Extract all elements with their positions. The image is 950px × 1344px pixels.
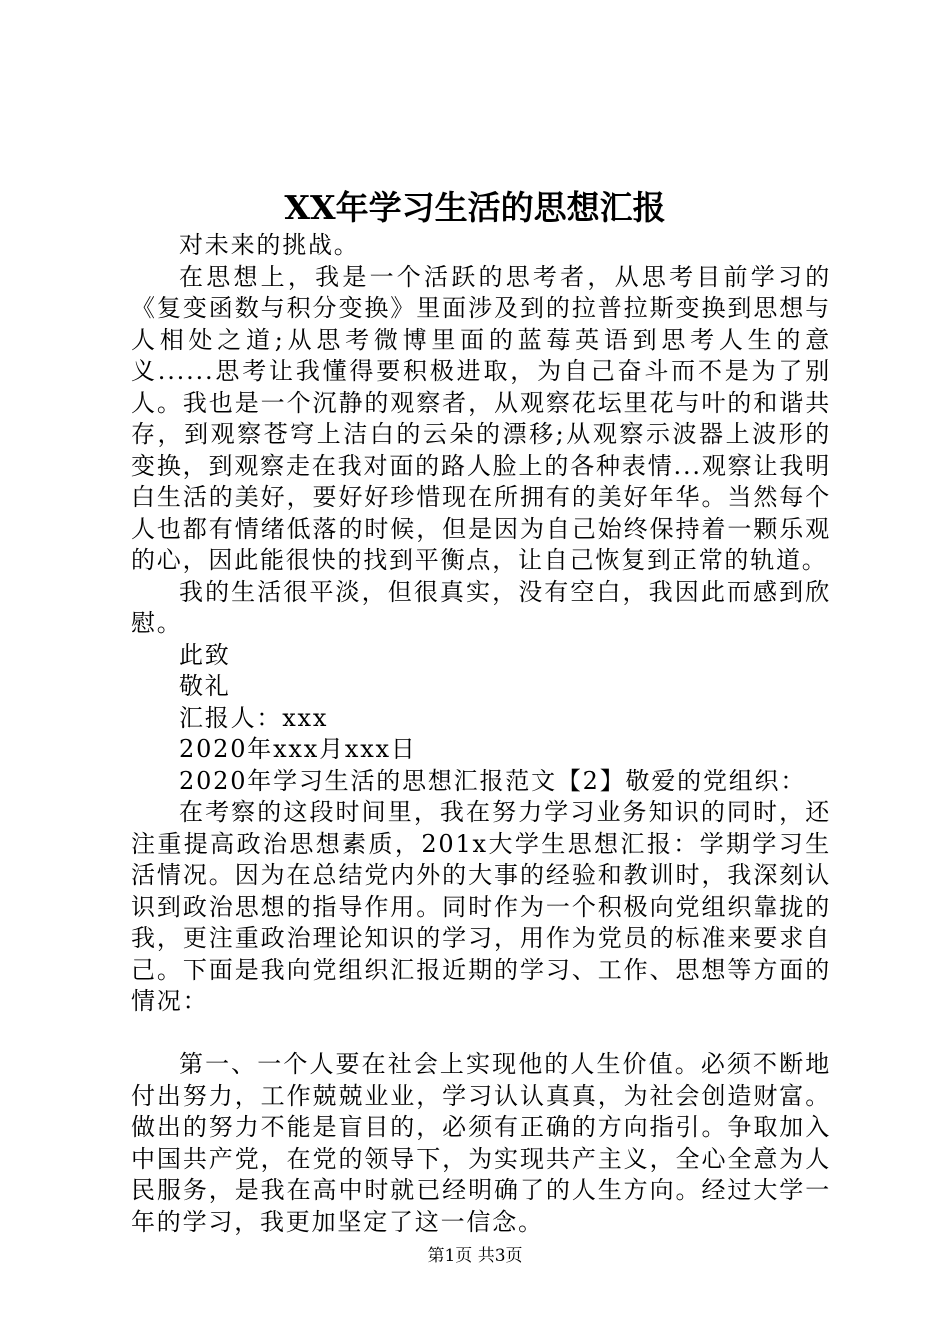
closing-respect: 敬礼	[179, 672, 231, 700]
closing-salutation: 此致	[179, 640, 231, 669]
reporter-line: 汇报人：xxx	[179, 703, 329, 732]
blank-line	[131, 1018, 831, 1050]
sample-heading: 2020年学习生活的思想汇报范文【2】敬爱的党组织：	[179, 766, 807, 795]
document-title: XX年学习生活的思想汇报	[284, 188, 666, 227]
document-body	[131, 230, 831, 1238]
paragraph-thinking: 在思想上，我是一个活跃的思考者，从思考目前学习的《复变函数与积分变换》里面涉及到的拉普拉斯变换到思想与人相处之道;从思考微博里面的蓝莓英语到思考人生的意义......思考让我懂得要积极进取，为自己奋斗而不是为了别人。我也是一个沉静的观察者，从观察花坛里花与叶的和谐共存，到观察苍穹上洁白的云朵的漂移;从观察示波器上波形的变换，到观察走在我对面的路人脸上的各种表情...观察让我明白生活的美好，要好好珍惜现在所拥有的美好年华。当然每个人也都有情绪低落的时候，但是因为自己始终保持着一颗乐观的心，因此能很快的找到平衡点，让自己恢复到正常的轨道。	[131, 262, 831, 574]
paragraph-inspection: 在考察的这段时间里，我在努力学习业务知识的同时，还注重提高政治思想素质，201x大学生思想汇报：学期学习生活情况。因为在总结党内外的大事的经验和教训时，我深刻认识到政治思想的指导作用。同时作为一个积极向党组织靠拢的我，更注重政治理论知识的学习，用作为党员的标准来要求自己。下面是我向党组织汇报近期的学习、工作、思想等方面的情况：	[131, 798, 831, 1015]
date-line: 2020年xxx月xxx日	[179, 735, 417, 763]
paragraph-challenge: 对未来的挑战。	[179, 231, 360, 259]
paragraph-first: 第一、一个人要在社会上实现他的人生价值。必须不断地付出努力，工作兢兢业业，学习认认真真，为社会创造财富。做出的努力不能是盲目的，必须有正确的方向指引。争取加入中国共产党，在党的领导下，为实现共产主义，全心全意为人民服务，是我在高中时就已经明确了的人生方向。经过大学一年的学习，我更加坚定了这一信念。	[131, 1050, 831, 1236]
paragraph-life: 我的生活很平淡，但很真实，没有空白，我因此而感到欣慰。	[131, 577, 831, 637]
page-number-footer: 第1页 共3页	[427, 1246, 523, 1266]
